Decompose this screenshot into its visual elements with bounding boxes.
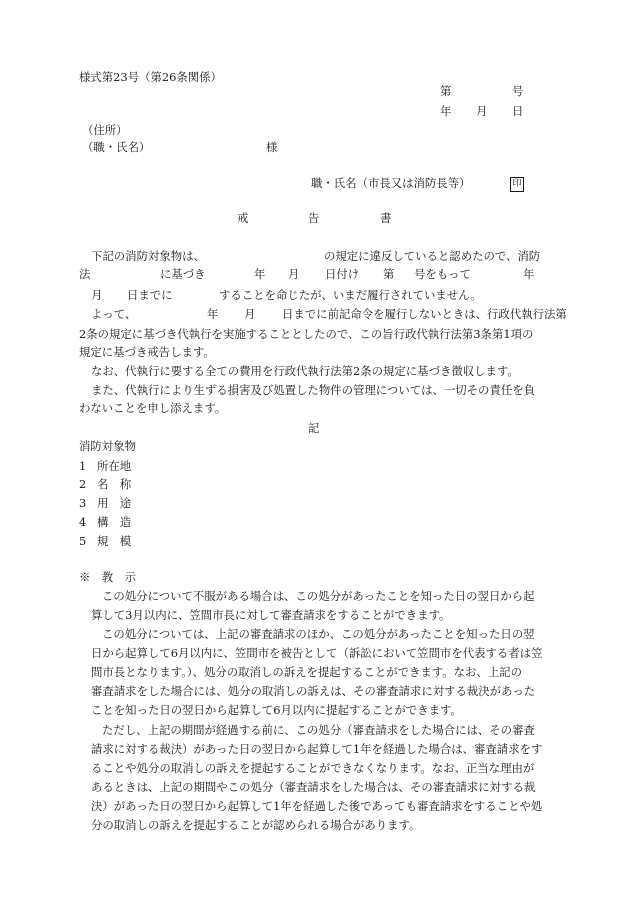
body-p4-l1: また、代執行により生ずる損害及び処置した物件の管理については、一切その責任を負 — [91, 383, 536, 397]
body-p3: なお、代執行に要する全ての費用を行政代執行法第2条の規定に基づき徴収します。 — [91, 364, 519, 378]
body-p2-l1b: 年 — [207, 307, 219, 321]
body-p1-l2c: 年 — [254, 267, 266, 281]
notice-line: ることや処分の取消しの訴えを提起することができなくなります。なお、正当な理由が — [91, 761, 535, 775]
date-year: 年 — [440, 104, 452, 118]
body-p1-l1a: 下記の消防対象物は、 — [91, 249, 205, 263]
notice-line: 決）があった日の翌日から起算して1年を経過した後であっても審査請求をすることや処 — [91, 799, 543, 813]
body-p1-l2a: 法 — [79, 267, 91, 281]
doc-number-dai: 第 — [440, 84, 452, 98]
address-label: （住所） — [82, 123, 128, 137]
body-p1-l2b: に基づき — [160, 267, 206, 281]
seal-stamp-text: 印 — [512, 179, 522, 189]
title-char-2: 告 — [308, 211, 320, 225]
body-p2-l2: 2条の規定に基づき代執行を実施することとしたので、この旨行政代執行法第3条第1項の — [79, 327, 534, 341]
issuer-name: 職・氏名（市長又は消防長等） — [311, 176, 471, 190]
target-item-3-num: 3 — [79, 496, 87, 510]
body-p4-l2: わないことを申し添えます。 — [79, 401, 227, 415]
recipient-honorific: 様 — [266, 140, 278, 154]
body-p2-l1d: 日までに前記命令を履行しないときは、行政代執行法第 — [282, 307, 567, 321]
body-p1-l2h: 年 — [523, 267, 535, 281]
target-heading: 消防対象物 — [79, 439, 136, 453]
target-item-4-label: 構 造 — [97, 515, 132, 529]
target-item-5-label: 規 模 — [97, 534, 132, 548]
title-char-3: 書 — [380, 211, 392, 225]
title-char-1: 戒 — [237, 211, 249, 225]
notice-line: 審査請求をした場合には、処分の取消しの訴えは、その審査請求に対する裁決があった — [91, 684, 536, 698]
target-item-3-label: 用 途 — [97, 496, 132, 510]
date-day: 日 — [512, 104, 524, 118]
notice-line: 日から起算して6月以内に、笠間市を被告として（訴訟において笠間市を代表する者は笠 — [91, 646, 543, 660]
body-p1-l2d: 月 — [288, 267, 300, 281]
body-p2-l1c: 月 — [244, 307, 256, 321]
date-month: 月 — [476, 104, 488, 118]
body-p2-l1a: よって、 — [91, 307, 137, 321]
body-p1-l3a: 月 — [91, 288, 103, 302]
notice-line: ただし、上記の期間が経過する前に、この処分（審査請求をした場合には、その審査 — [102, 723, 535, 737]
body-p1-l1b: の規定に違反していると認めたので、消防 — [324, 249, 541, 263]
notice-line: ことを知った日の翌日から起算して6月以内に提起することができます。 — [91, 703, 462, 717]
target-item-5-num: 5 — [79, 534, 87, 548]
doc-number-go: 号 — [512, 84, 524, 98]
target-item-1-label: 所在地 — [97, 459, 132, 473]
seal-stamp — [510, 177, 524, 192]
notice-line: 分の取消しの訴えを提起することが認められる場合があります。 — [91, 818, 421, 832]
recipient-name-label: （職・氏名） — [82, 140, 151, 154]
notice-line: この処分については、上記の審査請求のほか、この処分があったことを知った日の翌 — [102, 627, 535, 641]
target-item-2-label: 名 称 — [97, 477, 132, 491]
body-p1-l3b: 日までに — [127, 288, 173, 302]
notice-line: 算して3月以内に、笠間市長に対して審査請求をすることができます。 — [91, 608, 451, 622]
body-p1-l2e: 日付け — [325, 267, 360, 281]
form-number: 様式第23号（第26条関係） — [79, 70, 222, 84]
ki-heading: 記 — [308, 421, 320, 435]
target-item-1-num: 1 — [79, 459, 87, 473]
target-item-2-num: 2 — [79, 477, 87, 491]
target-item-4-num: 4 — [79, 515, 87, 529]
notice-line: 請求に対する裁決）があった日の翌日から起算して1年を経過した場合は、審査請求をす — [91, 742, 543, 756]
body-p1-l2g: 号をもって — [414, 267, 471, 281]
body-p2-l3: 規定に基づき戒告します。 — [79, 345, 215, 359]
notice-line: あるときは、上記の期間やこの処分（審査請求をした場合は、その審査請求に対する裁 — [91, 780, 536, 794]
body-p1-l2f: 第 — [383, 267, 395, 281]
body-p1-l3c: することを命じたが、いまだ履行されていません。 — [219, 288, 482, 302]
notice-line: 間市長となります。）、処分の取消しの訴えを提起することができます。なお、上記の — [91, 665, 523, 679]
notice-heading: ※ 教 示 — [79, 570, 136, 584]
notice-line: この処分について不服がある場合は、この処分があったことを知った日の翌日から起 — [102, 589, 535, 603]
